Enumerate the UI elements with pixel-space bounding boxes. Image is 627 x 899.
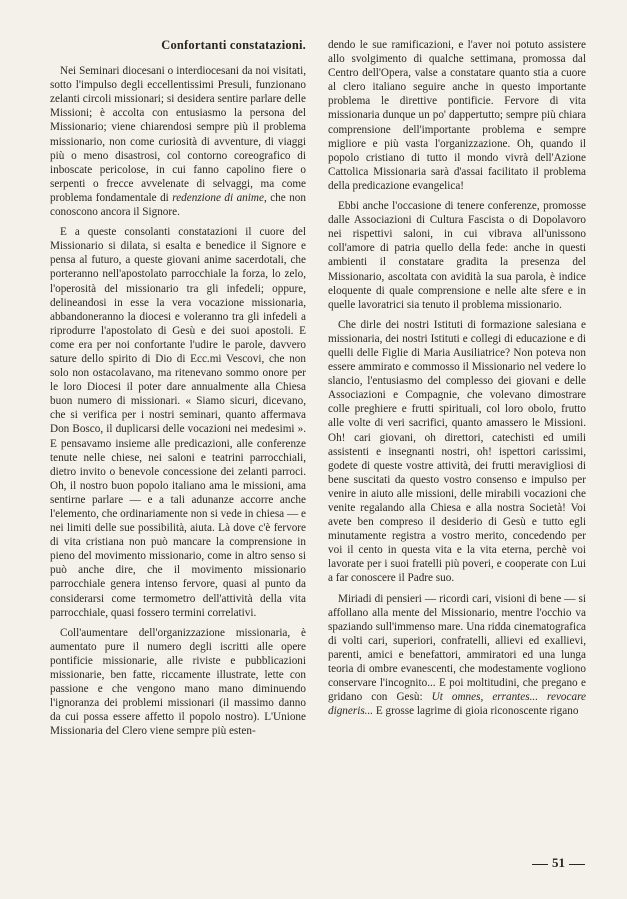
paragraph: Che dirle dei nostri Istituti di formazione salesiana e missionaria, dei nostri Istituti e collegi di educazione e di quelli delle Figlie di Maria Ausiliatrice? Non poteva non essere ammirato e commosso il Missionario nel vedere lo slancio, l'entusiasmo del complesso dei giovani e delle Associazioni e Compagnie, che volevano dimostrare colle preghiere e frutti spirituali, col loro obolo, frutto alle volte di veri sacrifici, quanto amassero le Missioni. Oh! cari giovani, oh direttori, catechisti ed umili assistenti e insegnanti nostri, oh! ispettori carissimi, godete di queste vostre attività, dei frutti meravigliosi di bene suscitati da questo vostro consenso e impulso per venire in aiuto alle missioni, delle mirabili vocazioni che venite regalando alla Chiesa e alla nostra Società! Voi avete ben compreso il desiderio di Gesù e tutto egli minutamente registra a vostro merito, concedendo per voi il cento in questa vita e la vita eterna, perchè voi lavorate per i suoi fratelli più poveri, e cooperate con Lui a far conoscere il Padre suo. bbox=[328, 318, 586, 585]
paragraph: Ebbi anche l'occasione di tenere conferenze, promosse dalle Associazioni di Cultura Fascista o di Dopolavoro nei rispettivi saloni, in cui vibrava all'unissono coll'amore di patria quello della fede: anche in questi ambienti il constatare gradita la presenza del Missionario, ascoltata con avidità la sua parola, è indice eloquente di quale comprensione e nelle alte sfere e in quelle lavoratrici sia tenuto il problema missionario. bbox=[328, 200, 586, 311]
right-column bbox=[328, 38, 586, 724]
paragraph-text: E grosse lagrime di gioia riconoscente rigano bbox=[373, 705, 579, 718]
paragraph: dendo le sue ramificazioni, e l'aver noi potuto assistere allo svolgimento di qualche settimana, promossa dal Centro dell'Opera, valse a constatare quanto stia a cuore al clero italiano seguire anche in questo importante problema le direttive pontificie. Fervore di vita missionaria dunque un po' dappertutto; sempre più chiara comprensione dell'importante problema e sempre migliore e più vasta l'organizzazione. Oh, quando il popolo cristiano di tutto il mondo vivrà dell'Azione Cattolica Missionaria sarà d'assai facilitato il problema della predicazione evangelica! bbox=[328, 39, 586, 192]
page-number bbox=[528, 855, 589, 871]
emphasis-text: redenzione di anime bbox=[172, 191, 264, 204]
emphasis-text: Ut omnes, errantes... revocare digneris... bbox=[328, 691, 586, 718]
paragraph-text: Miriadi di pensieri — ricordi cari, visioni di bene — si affollano alla mente del Missionario, mentre l'occhio va spaziando sull'immenso mare. Una ridda cinematografica di volti cari, superiori, confratelli, allievi ed exallievi, parenti, amici e benefattori, ammiratori ed una lunga teoria di ombre evanescenti, che modestamente vogliono conservare l'incognito... E poi moltitudini, che pregano e gridano con Gesù: bbox=[328, 592, 586, 704]
paragraph-text: , che non conoscono ancora il Signore. bbox=[50, 191, 306, 219]
folio-dash bbox=[532, 864, 548, 865]
left-column bbox=[50, 38, 306, 745]
paragraph: E a queste consolanti constatazioni il cuore del Missionario si dilata, si esalta e benedice il Signore e pensa al futuro, a queste giovani anime sacerdotali, che porteranno nell'apostolato parrocchiale la forza, lo zelo, l'operosità del missionario tra gli infedeli; oppure, delineandosi in esse la vera vocazione missionaria, abbandoneranno la diocesi e voleranno tra gli infedeli a riprodurre l'apostolato di Gesù e dei suoi apostoli. E come era per noi confortante l'udire le parole, davvero sature dello spirito di Dio di Ecc.mi Vescovi, che non solo non ostacolavano, ma ritenevano sommo onore per le loro Diocesi il poter dare annualmente alla Chiesa buon numero di missionari. « Siamo sicuri, dicevano, che si verifica per i nostri seminari, quanto affermava Don Bosco, il duplicarsi delle vocazioni nei medesimi ». E pensavamo insieme alle predicazioni, alle conferenze tenute nelle chiese, nei saloni e teatrini parrocchiali, dietro invito o benevole concessione dei zelanti parroci. Oh, il nostro buon popolo italiano ama le missioni, ama sentirne parlare — e a tali adunanze accorre anche l'elemento, che ordinariamente non si vede in chiesa — e nei limiti delle sue possibilità, aiuta. Là dove c'è fervore di vita cristiana non può mancare la comprensione in pieno del movimento missionario, come in altro senso si può anche dire, che il movimento missionario parrocchiale genera intenso fervore, quasi al punto da considerarsi come termometro dell'attività della vita parrocchiale, quasi fossero termini correlativi. bbox=[50, 226, 306, 619]
page-number-text: 51 bbox=[552, 855, 565, 870]
folio-dash bbox=[569, 864, 585, 865]
paragraph: Coll'aumentare dell'organizzazione missionaria, è aumentato pure il numero degli iscritti alle opere pontificie missionarie, alle riviste e pubblicazioni missionarie, ben fatte, riccamente illustrate, lette con passione e che vengono mano mano diminuendo l'ignoranza dei problemi missionari (il massimo danno da cui possa essere affetto il popolo nostro). L'Unione Missionaria del Clero viene sempre più esten- bbox=[50, 626, 306, 738]
section-title: Confortanti constatazioni. bbox=[161, 38, 306, 52]
paragraph-text: Nei Seminari diocesani o interdiocesani da noi visitati, sotto l'impulso degli eccellentissimi Presuli, funzionano zelanti circoli missionari; si desidera sentire parlare delle Missioni; è accolta con entusiasmo la persona del Missionario; viene chiarendosi sempre più il problema missionario, non come curiosità di avventure, di viaggi più o meno disastrosi, col contorno coreografico di inboscate pericolose, in cui fanno capolino fiere o serpenti o frecce avvelenate di selvaggi, ma come problema fondamentale di bbox=[50, 65, 306, 204]
paragraph bbox=[50, 64, 306, 219]
paragraph bbox=[328, 592, 586, 719]
